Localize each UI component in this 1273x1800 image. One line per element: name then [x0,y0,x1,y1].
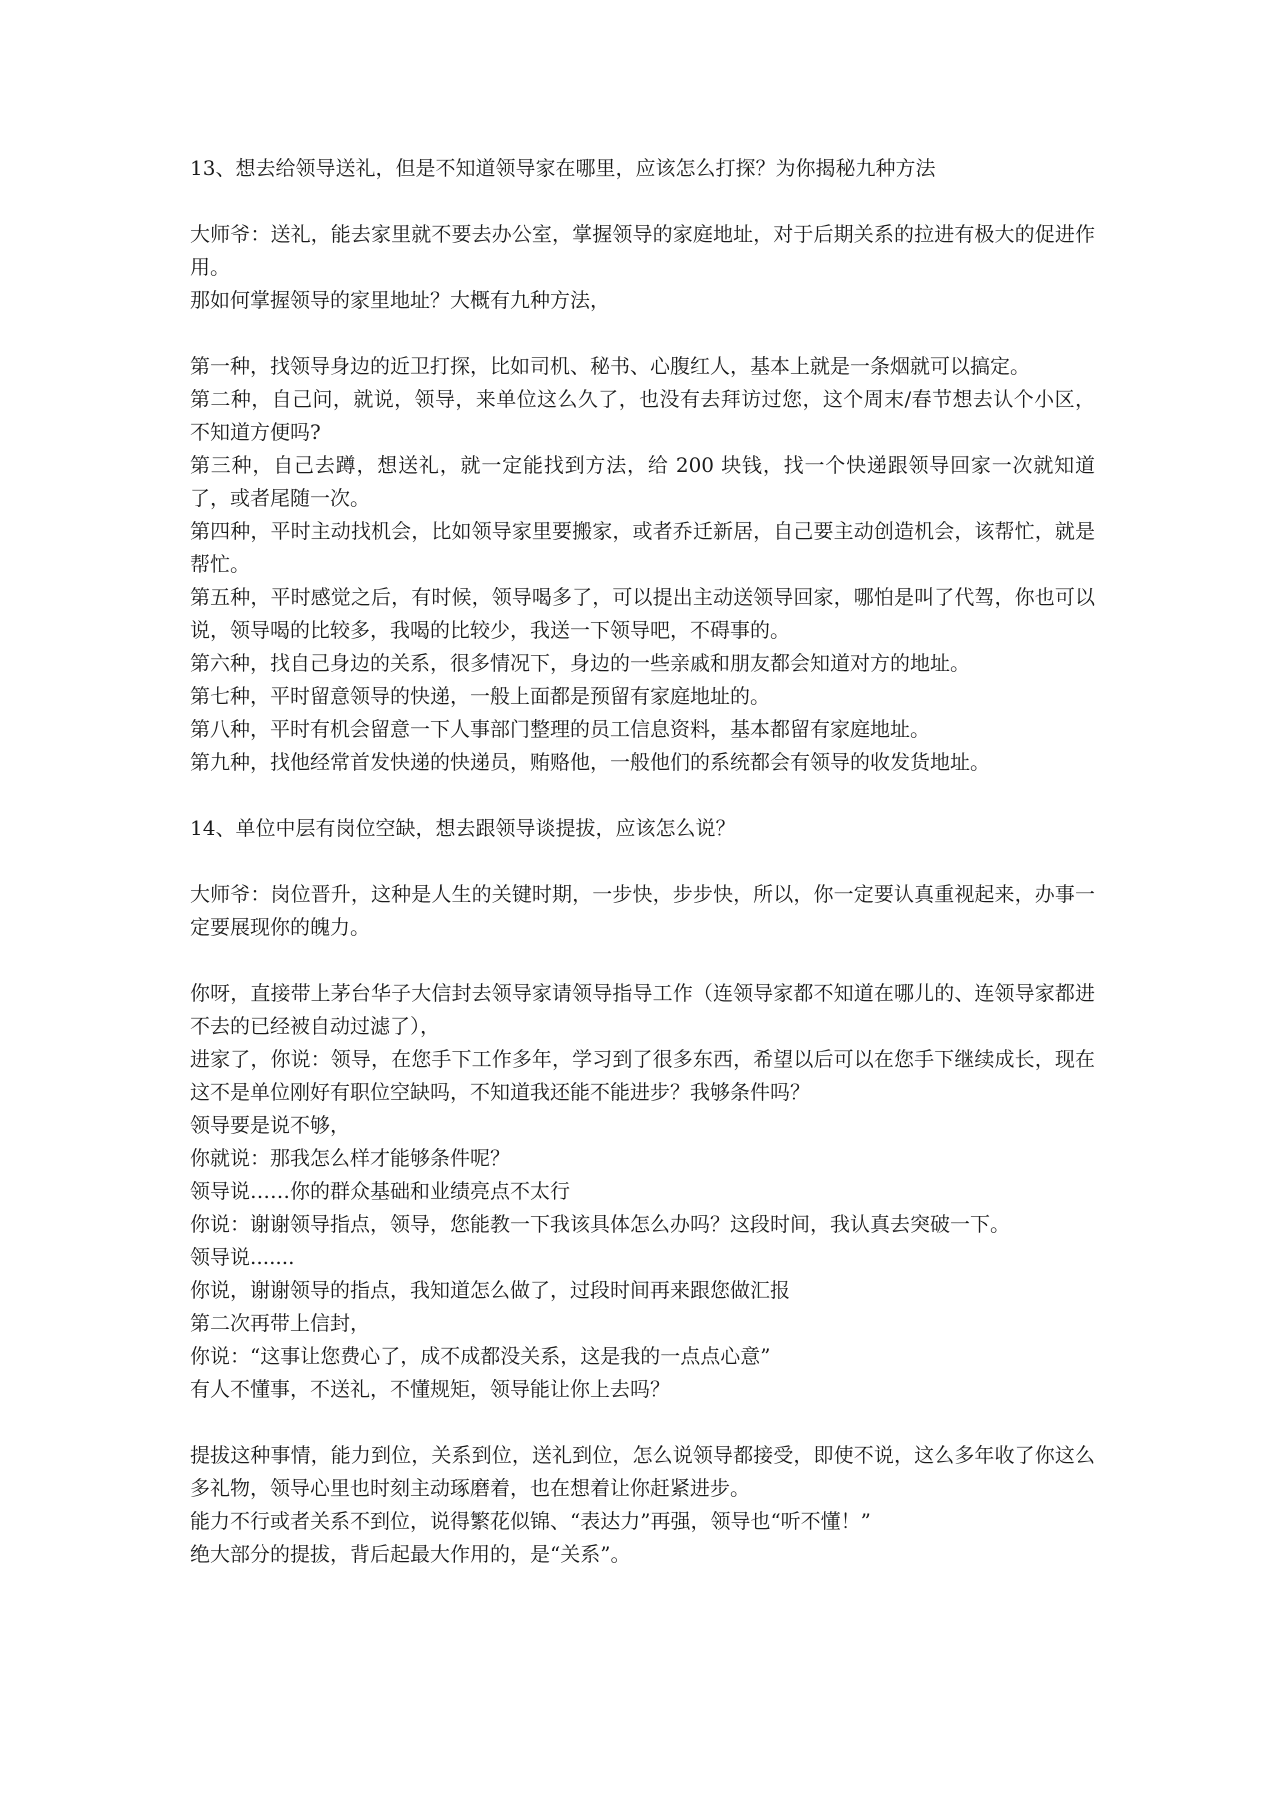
method-paragraph: 第九种，找他经常首发快递的快递员，贿赂他，一般他们的系统都会有领导的收发货地址。 [190,750,990,774]
method-paragraph: 第一种，找领导身边的近卫打探，比如司机、秘书、心腹红人，基本上就是一条烟就可以搞定。 [190,354,1030,378]
section-14-title: 14、单位中层有岗位空缺，想去跟领导谈提拔，应该怎么说？ [190,816,736,840]
method-paragraph: 第七种，平时留意领导的快递，一般上面都是预留有家庭地址的。 [190,684,770,708]
blank-line [190,1406,1095,1439]
dialogue-line: 第二次再带上信封， [190,1311,370,1335]
dialogue-line: 领导说....... [190,1245,295,1269]
blank-line [190,317,1095,350]
dialogue-line: 你呀，直接带上茅台华子大信封去领导家请领导指导工作（连领导家都不知道在哪儿的、连领导家都进不去的已经被自动过滤了）， [190,981,1095,1038]
dialogue-line: 你就说：那我怎么样才能够条件呢？ [190,1146,510,1170]
conclusion-paragraph: 提拔这种事情，能力到位，关系到位，送礼到位，怎么说领导都接受，即使不说，这么多年收了你这么多礼物，领导心里也时刻主动琢磨着，也在想着让你赶紧进步。 [190,1443,1095,1500]
dialogue-line: 有人不懂事，不送礼，不懂规矩，领导能让你上去吗？ [190,1377,670,1401]
method-paragraph: 第四种，平时主动找机会，比如领导家里要搬家，或者乔迁新居，自己要主动创造机会，该帮忙，就是帮忙。 [190,519,1095,576]
section-14-intro: 大师爷：岗位晋升，这种是人生的关键时期，一步快，步步快，所以，你一定要认真重视起来，办事一定要展现你的魄力。 [190,882,1095,939]
dialogue-line: 领导要是说不够， [190,1113,350,1137]
method-paragraph: 第三种，自己去蹲，想送礼，就一定能找到方法，给 200 块钱，找一个快递跟领导回家一次就知道了，或者尾随一次。 [190,453,1095,510]
section-13-question: 那如何掌握领导的家里地址？大概有九种方法， [190,288,610,312]
blank-line [190,845,1095,878]
method-paragraph: 第二种，自己问，就说，领导，来单位这么久了，也没有去拜访过您，这个周末/春节想去认个小区，不知道方便吗? [190,387,1095,444]
method-paragraph: 第六种，找自己身边的关系，很多情况下，身边的一些亲戚和朋友都会知道对方的地址。 [190,651,970,675]
conclusion-paragraph: 绝大部分的提拔，背后起最大作用的，是“关系”。 [190,1542,631,1566]
dialogue-line: 你说：谢谢领导指点，领导，您能教一下我该具体怎么办吗？这段时间，我认真去突破一下。 [190,1212,1010,1236]
section-13-title: 13、想去给领导送礼，但是不知道领导家在哪里，应该怎么打探？为你揭秘九种方法 [190,156,936,180]
blank-line [190,185,1095,218]
blank-line [190,944,1095,977]
dialogue-line: 你说：“这事让您费心了，成不成都没关系，这是我的一点点心意” [190,1344,771,1368]
method-paragraph: 第八种，平时有机会留意一下人事部门整理的员工信息资料，基本都留有家庭地址。 [190,717,930,741]
dialogue-line: 进家了，你说：领导，在您手下工作多年，学习到了很多东西，希望以后可以在您手下继续成长，现在这不是单位刚好有职位空缺吗，不知道我还能不能进步？我够条件吗？ [190,1047,1095,1104]
method-paragraph: 第五种，平时感觉之后，有时候，领导喝多了，可以提出主动送领导回家，哪怕是叫了代驾，你也可以说，领导喝的比较多，我喝的比较少，我送一下领导吧，不碍事的。 [190,585,1095,642]
dialogue-line: 你说，谢谢领导的指点，我知道怎么做了，过段时间再来跟您做汇报 [190,1278,790,1302]
blank-line [190,779,1095,812]
dialogue-line: 领导说……你的群众基础和业绩亮点不太行 [190,1179,570,1203]
conclusion-paragraph: 能力不行或者关系不到位，说得繁花似锦、“表达力”再强，领导也“听不懂！” [190,1509,871,1533]
document-page [190,152,1095,1571]
section-13-intro: 大师爷：送礼，能去家里就不要去办公室，掌握领导的家庭地址，对于后期关系的拉进有极大的促进作用。 [190,222,1095,279]
